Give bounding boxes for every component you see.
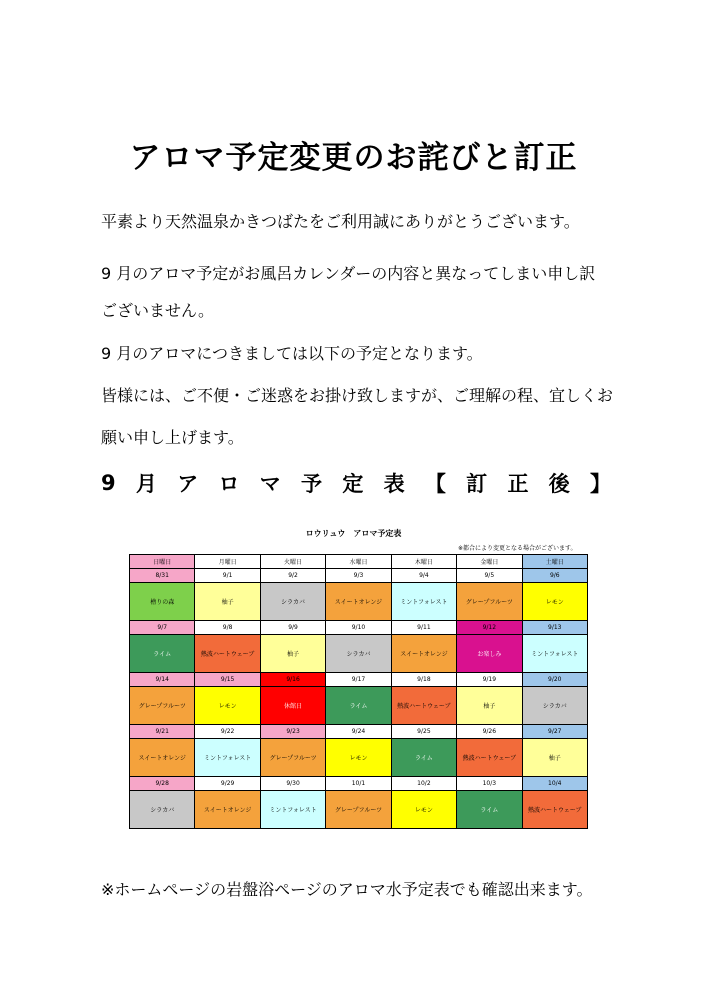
date-cell: 9/12 [457, 621, 522, 635]
date-cell: 10/2 [391, 777, 456, 791]
aroma-cell: 柚子 [457, 687, 522, 725]
aroma-cell: スイートオレンジ [130, 739, 195, 777]
date-cell: 9/25 [391, 725, 456, 739]
aroma-row [130, 739, 588, 777]
paragraph-apology-line1: 9 月のアロマ予定がお風呂カレンダーの内容と異なってしまい申し訳 [101, 264, 596, 283]
footer-note: ※ホームページの岩盤浴ページのアロマ水予定表でも確認出来ます。 [101, 880, 593, 899]
date-cell: 9/17 [326, 673, 391, 687]
date-cell: 10/1 [326, 777, 391, 791]
date-cell: 9/16 [260, 673, 325, 687]
weekday-header: 木曜日 [391, 555, 456, 569]
aroma-cell: グレープフルーツ [457, 583, 522, 621]
weekday-header: 月曜日 [195, 555, 260, 569]
date-cell: 9/20 [522, 673, 587, 687]
date-cell: 9/23 [260, 725, 325, 739]
date-cell: 9/18 [391, 673, 456, 687]
date-cell: 10/4 [522, 777, 587, 791]
aroma-cell: シラカバ [326, 635, 391, 673]
weekday-header: 土曜日 [522, 555, 587, 569]
date-cell: 9/15 [195, 673, 260, 687]
paragraph-greeting: 平素より天然温泉かきつばたをご利用誠にありがとうございます。 [101, 212, 580, 231]
weekday-header: 日曜日 [130, 555, 195, 569]
date-cell: 9/21 [130, 725, 195, 739]
subtitle-char: 訂 [466, 472, 488, 496]
aroma-cell: 熱波ハートウェーブ [457, 739, 522, 777]
date-cell: 9/11 [391, 621, 456, 635]
aroma-cell: レモン [522, 583, 587, 621]
date-cell: 9/1 [195, 569, 260, 583]
aroma-cell: ミントフォレスト [260, 791, 325, 829]
aroma-cell: ライム [130, 635, 195, 673]
aroma-cell: ミントフォレスト [195, 739, 260, 777]
date-cell: 9/14 [130, 673, 195, 687]
aroma-cell: 檜りの森 [130, 583, 195, 621]
aroma-cell: ライム [391, 739, 456, 777]
subtitle-char: 表 [383, 472, 405, 496]
aroma-cell: 休館日 [260, 687, 325, 725]
subtitle-char: 正 [507, 472, 529, 496]
aroma-row [130, 583, 588, 621]
schedule-subtitle [101, 469, 611, 497]
aroma-cell: ライム [326, 687, 391, 725]
aroma-cell: レモン [391, 791, 456, 829]
date-cell: 9/8 [195, 621, 260, 635]
date-cell: 9/29 [195, 777, 260, 791]
aroma-cell: 熱波ハートウェーブ [522, 791, 587, 829]
subtitle-char: 9 [101, 471, 116, 495]
weekday-header-row [130, 555, 588, 569]
aroma-cell: ミントフォレスト [522, 635, 587, 673]
weekday-header: 金曜日 [457, 555, 522, 569]
aroma-cell: グレープフルーツ [130, 687, 195, 725]
aroma-cell: シラカバ [522, 687, 587, 725]
aroma-cell: お楽しみ [457, 635, 522, 673]
date-row [130, 621, 588, 635]
subtitle-char: 予 [301, 472, 323, 496]
date-cell: 9/30 [260, 777, 325, 791]
subtitle-char: 】 [590, 472, 611, 496]
date-cell: 9/9 [260, 621, 325, 635]
paragraph-inconvenience-line1: 皆様には、ご不便・ご迷惑をお掛け致しますが、ご理解の程、宜しくお [101, 386, 614, 405]
subtitle-char: 月 [135, 472, 157, 496]
weekday-header: 火曜日 [260, 555, 325, 569]
aroma-row [130, 791, 588, 829]
paragraph-apology-line2: ございません。 [101, 301, 214, 320]
date-cell: 9/5 [457, 569, 522, 583]
date-cell: 9/22 [195, 725, 260, 739]
subtitle-char: ア [177, 472, 199, 496]
aroma-cell: 熱波ハートウェーブ [195, 635, 260, 673]
aroma-cell: レモン [195, 687, 260, 725]
page-title: アロマ予定変更のお詫びと訂正 [129, 140, 578, 176]
date-cell: 8/31 [130, 569, 195, 583]
subtitle-char: 定 [342, 472, 364, 496]
paragraph-inconvenience-line2: 願い申し上げます。 [101, 428, 244, 447]
schedule-table-title: ロウリュウ アロマ予定表 [305, 529, 402, 538]
weekday-header: 水曜日 [326, 555, 391, 569]
aroma-cell: グレープフルーツ [326, 791, 391, 829]
aroma-cell: 柚子 [195, 583, 260, 621]
aroma-cell: ミントフォレスト [391, 583, 456, 621]
paragraph-schedule-notice: 9 月のアロマにつきましては以下の予定となります。 [101, 344, 483, 363]
date-cell: 9/6 [522, 569, 587, 583]
aroma-cell: シラカバ [130, 791, 195, 829]
date-cell: 9/2 [260, 569, 325, 583]
date-cell: 9/3 [326, 569, 391, 583]
aroma-cell: 柚子 [260, 635, 325, 673]
date-row [130, 569, 588, 583]
date-row [130, 673, 588, 687]
date-cell: 9/27 [522, 725, 587, 739]
aroma-cell: スイートオレンジ [326, 583, 391, 621]
date-row [130, 777, 588, 791]
date-row [130, 725, 588, 739]
aroma-cell: シラカバ [260, 583, 325, 621]
schedule-change-note: ※都合により変更となる場合がございます。 [458, 545, 577, 552]
date-cell: 9/13 [522, 621, 587, 635]
subtitle-char: マ [259, 472, 281, 496]
date-cell: 9/28 [130, 777, 195, 791]
aroma-cell: スイートオレンジ [195, 791, 260, 829]
date-cell: 9/26 [457, 725, 522, 739]
aroma-cell: レモン [326, 739, 391, 777]
date-cell: 9/19 [457, 673, 522, 687]
subtitle-char: ロ [218, 472, 240, 496]
aroma-cell: 柚子 [522, 739, 587, 777]
date-cell: 9/7 [130, 621, 195, 635]
date-cell: 9/10 [326, 621, 391, 635]
subtitle-char: 【 [424, 472, 446, 496]
date-cell: 9/24 [326, 725, 391, 739]
date-cell: 9/4 [391, 569, 456, 583]
aroma-cell: グレープフルーツ [260, 739, 325, 777]
aroma-cell: スイートオレンジ [391, 635, 456, 673]
aroma-cell: 熱波ハートウェーブ [391, 687, 456, 725]
aroma-row [130, 687, 588, 725]
aroma-cell: ライム [457, 791, 522, 829]
aroma-schedule-table [129, 554, 588, 829]
date-cell: 10/3 [457, 777, 522, 791]
aroma-row [130, 635, 588, 673]
subtitle-char: 後 [548, 472, 570, 496]
